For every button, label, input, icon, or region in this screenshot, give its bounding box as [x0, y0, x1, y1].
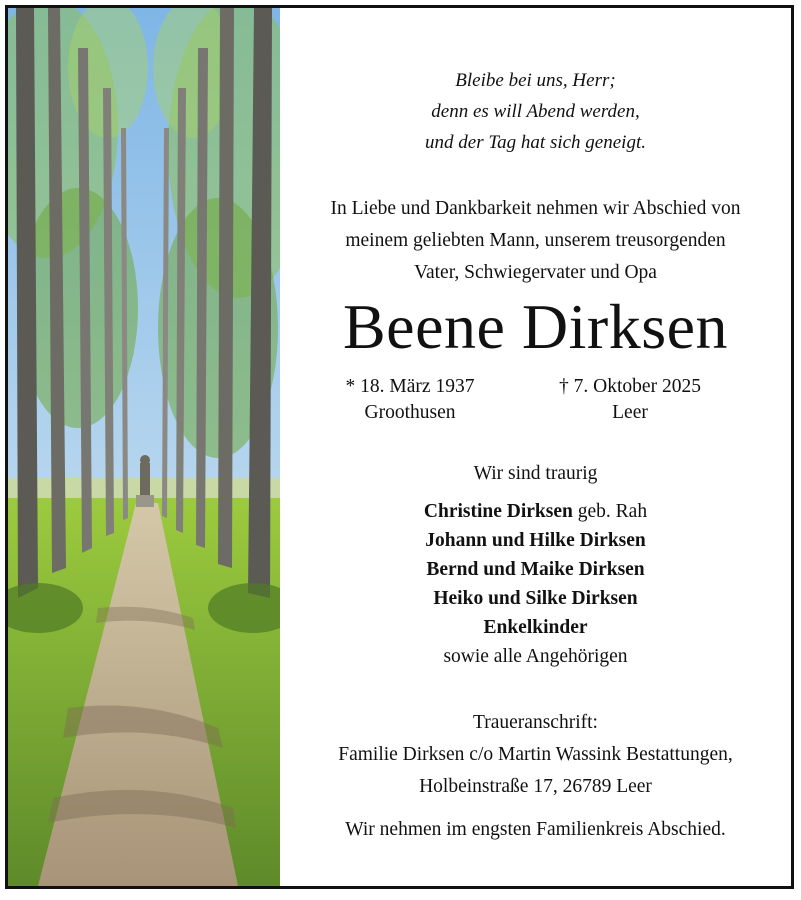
- address-label: Traueranschrift:: [473, 712, 598, 733]
- mourner-1-name: Christine Dirksen: [423, 501, 573, 522]
- verse-line-3: und der Tag hat sich geneigt.: [425, 132, 646, 153]
- verse-line-1: Bleibe bei uns, Herr;: [455, 70, 616, 91]
- mourner-3: Bernd und Maike Dirksen: [426, 559, 645, 580]
- birth-place: Groothusen: [364, 402, 456, 423]
- mourner-4: Heiko und Silke Dirksen: [433, 588, 638, 609]
- death-place: Leer: [612, 402, 648, 423]
- address-line-2: Holbeinstraße 17, 26789 Leer: [419, 776, 652, 797]
- obituary-notice: [5, 5, 794, 889]
- birth-info: [300, 374, 520, 426]
- intro-line-3: Vater, Schwiegervater und Opa: [414, 262, 657, 283]
- death-date: † 7. Oktober 2025: [559, 376, 701, 397]
- mourners-intro: Wir sind traurig: [473, 463, 598, 484]
- notice-text: [280, 8, 791, 886]
- mourner-5: Enkelkinder: [483, 617, 588, 638]
- mourner-2: Johann und Hilke Dirksen: [425, 530, 646, 551]
- intro-line-2: meinem geliebten Mann, unserem treusorgenden: [345, 230, 726, 251]
- verse-line-2: denn es will Abend werden,: [431, 101, 640, 122]
- address-line-1: Familie Dirksen c/o Martin Wassink Bestattungen,: [338, 744, 733, 765]
- intro-line-1: In Liebe und Dankbarkeit nehmen wir Abschied von: [330, 198, 741, 219]
- tree-lined-path-photo: [8, 8, 280, 886]
- deceased-name: Beene Dirksen: [342, 291, 729, 362]
- mourner-1: [280, 501, 791, 523]
- birth-date: * 18. März 1937: [345, 376, 475, 397]
- closing-line: Wir nehmen im engsten Familienkreis Abschied.: [345, 819, 726, 840]
- mourner-1-note: geb. Rah: [572, 501, 648, 522]
- relatives-line: sowie alle Angehörigen: [443, 646, 628, 667]
- death-info: [520, 374, 740, 426]
